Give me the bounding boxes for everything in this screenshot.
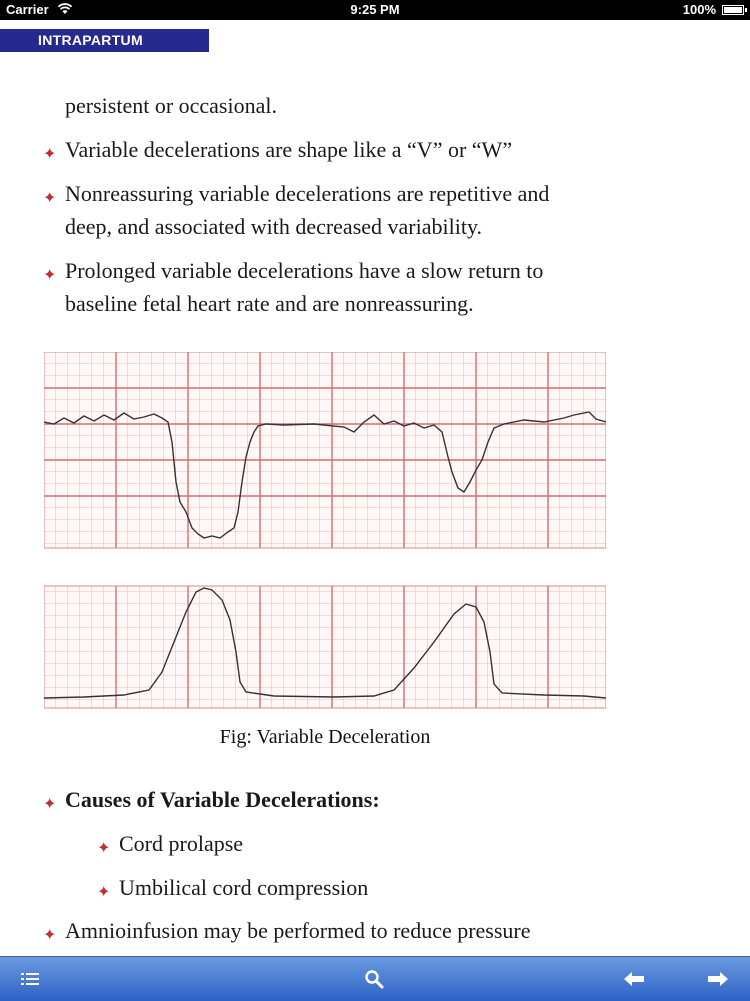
list-item: Cord prolapse (119, 831, 244, 856)
causes-heading: Causes of Variable Decelerations: (65, 787, 380, 812)
bullet-text: Nonreassuring variable decelerations are repetitive and (65, 181, 550, 206)
carrier-label: Carrier (6, 2, 49, 17)
bullet-text-continued: deep, and associated with decreased variability. (65, 214, 483, 239)
bullet-icon: ✦ (97, 838, 111, 857)
bullet-text-continued: baseline fetal heart rate and are nonreassuring. (65, 291, 474, 316)
forward-arrow-icon (707, 971, 729, 987)
bullet-text: Prolonged variable decelerations have a slow return to (65, 258, 544, 283)
search-button[interactable] (352, 957, 396, 1001)
section-banner: INTRAPARTUM (0, 29, 209, 52)
ctg-figure-image (44, 352, 606, 710)
list-item: Umbilical cord compression (119, 875, 369, 900)
previous-page-button[interactable] (612, 957, 656, 1001)
bullet-text: Amnioinfusion may be performed to reduce pressure (65, 918, 531, 943)
table-of-contents-button[interactable] (8, 957, 52, 1001)
figure-caption: Fig: Variable Deceleration (219, 726, 431, 748)
bullet-icon: ✦ (43, 265, 57, 284)
next-page-button[interactable] (696, 957, 740, 1001)
text-line: persistent or occasional. (65, 93, 277, 118)
bullet-icon: ✦ (97, 882, 111, 901)
battery-percent: 100% (682, 2, 716, 17)
bullet-icon: ✦ (43, 188, 57, 207)
status-bar (0, 0, 750, 20)
back-arrow-icon (623, 971, 645, 987)
bullet-icon: ✦ (43, 794, 57, 813)
list-icon (21, 972, 39, 986)
bullet-text: Variable decelerations are shape like a “V” or “W” (65, 137, 513, 162)
bullet-icon: ✦ (43, 144, 57, 163)
clock: 9:25 PM (350, 2, 400, 17)
search-icon (364, 969, 384, 989)
battery-icon (722, 5, 744, 15)
bottom-toolbar (0, 956, 750, 1001)
bullet-icon: ✦ (43, 925, 57, 944)
